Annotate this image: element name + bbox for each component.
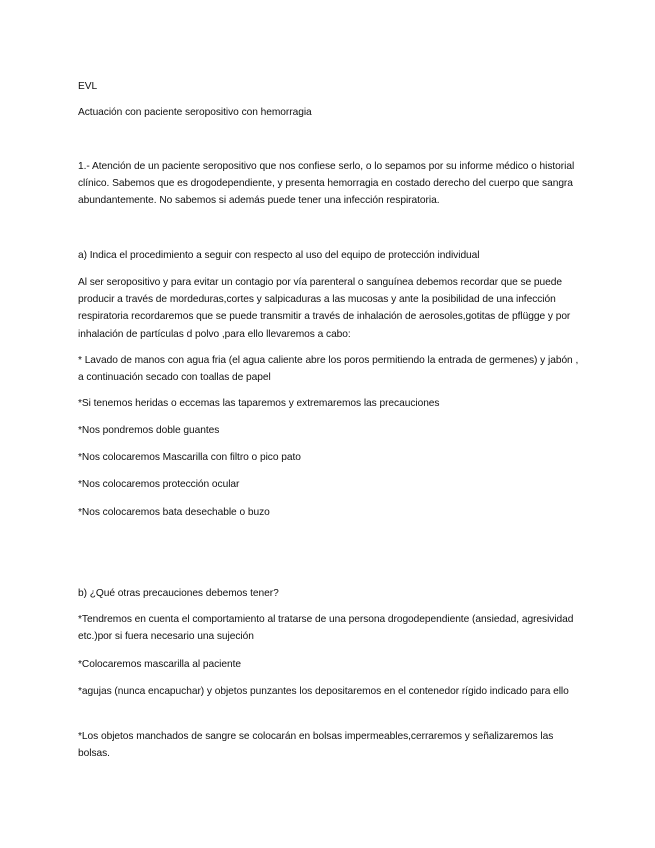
section-a-item: *Nos pondremos doble guantes xyxy=(78,425,220,436)
section-a-item: * Lavado de manos con agua fria (el agua caliente abre los poros permitiendo la entrada de germenes) y jabón , a continuación secado con toallas de papel xyxy=(78,355,579,384)
section-a-item: *Nos colocaremos protección ocular xyxy=(78,479,240,490)
section-a-question: a) Indica el procedimiento a seguir con respecto al uso del equipo de protección individual xyxy=(78,250,480,261)
section-a-item: *Nos colocaremos bata desechable o buzo xyxy=(78,507,270,518)
section-b-item: *Los objetos manchados de sangre se colocarán en bolsas impermeables,cerraremos y señalizaremos las bolsas. xyxy=(78,731,554,760)
section-a-item: *Si tenemos heridas o eccemas las taparemos y extremaremos las precauciones xyxy=(78,398,440,409)
document-header: EVL xyxy=(78,81,98,92)
section-b-item: *Tendremos en cuenta el comportamiento al tratarse de una persona drogodependiente (ansiedad, agresividad etc.)por si fuera necesario una sujeción xyxy=(78,614,574,643)
section-b-question: b) ¿Qué otras precauciones debemos tener? xyxy=(78,588,279,599)
intro-paragraph: 1.- Atención de un paciente seropositivo que nos confiese serlo, o lo sepamos por su informe médico o historial clínico. Sabemos que es drogodependiente, y presenta hemorragia en costado derecho del cuerpo que sangra abundantemente. No sabemos si además puede tener una infección respiratoria. xyxy=(78,161,575,207)
section-b-item: *agujas (nunca encapuchar) y objetos punzantes los depositaremos en el contenedor rígido indicado para ello xyxy=(78,686,569,697)
section-a-answer: Al ser seropositivo y para evitar un contagio por vía parenteral o sanguínea debemos recordar que se puede producir a través de mordeduras,cortes y salpicaduras a las mucosas y ante la posibilidad de una infección respiratoria recordaremos que se puede transmitir a través de inhalación de aerosoles,gotitas de pflügge y por inhalación de partículas d polvo ,para ello llevaremos a cabo: xyxy=(78,277,571,340)
section-b-item: *Colocaremos mascarilla al paciente xyxy=(78,659,242,670)
section-a-item: *Nos colocaremos Mascarilla con filtro o pico pato xyxy=(78,452,301,463)
document-title: Actuación con paciente seropositivo con hemorragia xyxy=(78,107,312,118)
